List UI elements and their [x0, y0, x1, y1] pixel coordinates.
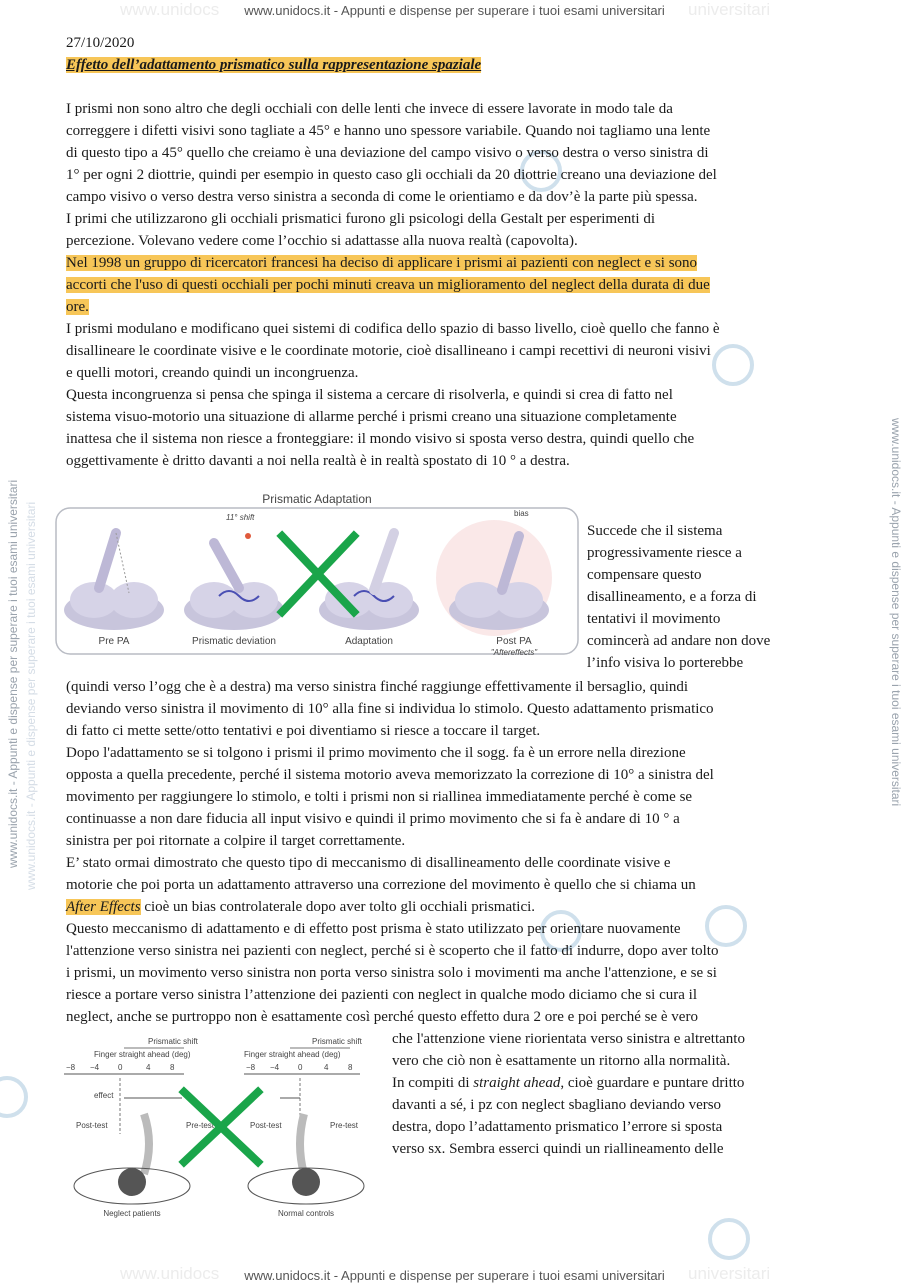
side-line: progressivamente riesce a: [587, 545, 742, 561]
paragraph-line: Dopo l'adattamento se si tolgono i prismi il primo movimento che il sogg. fa è un errore nella direzione: [66, 745, 686, 761]
panel-label: Prismatic deviation: [192, 636, 276, 647]
prismatic-shift-label: Prismatic shift: [148, 1037, 198, 1046]
after-effects-rest: cioè un bias controlaterale dopo aver tolto gli occhiali prismatici.: [140, 899, 536, 915]
paragraph-line: E’ stato ormai dimostrato che questo tipo di meccanismo di disallineamento delle coordinate visive e: [66, 855, 671, 871]
post-test-label: Post-test: [250, 1121, 282, 1130]
paragraph-line: disallineare le coordinate visive e le coordinate motorie, cioè disallineano i campi recettivi di neuroni visivi: [66, 343, 711, 359]
paragraph-line: riesce a portare verso sinistra l’attenzione dei pazienti con neglect in qualche modo diciamo che si cura il: [66, 987, 697, 1003]
neglect-panel: [64, 1037, 215, 1218]
highlighted-line: ore.: [66, 299, 89, 315]
after-effects-line: [66, 896, 535, 918]
controls-panel: [244, 1037, 364, 1218]
straight-ahead-post: , cioè guardare e puntare dritto: [560, 1075, 745, 1091]
paragraph-line: sistema visuo-motorio una situazione di allarme perché i prismi creano una situazione completamente: [66, 409, 677, 425]
paragraph-line: neglect, anche se purtroppo non è esattamente così perché questo effetto dura 2 ore e poi perché se è vero: [66, 1009, 698, 1025]
axis-tick: 8: [170, 1063, 175, 1072]
watermark-ghost-right-bottom: universitari: [688, 1264, 771, 1283]
watermark-ghost-left-bottom: www.unidocs: [120, 1264, 220, 1283]
paragraph-line: l'attenzione verso sinistra nei pazienti con neglect, perché si è scoperto che il fatto di indurre, dopo aver tolto: [66, 943, 719, 959]
straight-ahead-term: straight ahead: [473, 1075, 561, 1091]
paragraph-line: e quelli motori, creando quindi un incongruenza.: [66, 365, 359, 381]
side-line: che l'attenzione viene riorientata verso sinistra e altrettanto: [392, 1031, 745, 1047]
watermark-logo: [708, 1218, 750, 1260]
group-label: Normal controls: [277, 1209, 335, 1218]
paragraph-line: (quindi verso l’ogg che è a destra) ma verso sinistra finché raggiunge effettivamente il bersaglio, quindi: [66, 679, 689, 695]
axis-tick: −4: [90, 1063, 100, 1072]
paragraph-line: oggettivamente è dritto davanti a noi nella realtà è in realtà spostato di 10 ° a destra.: [66, 453, 570, 469]
paragraph-line: correggere i difetti visivi sono tagliate a 45° e hanno uno spessore variabile. Quando noi tagliamo una lente: [66, 123, 711, 139]
side-line: l’info visiva lo porterebbe: [587, 655, 744, 671]
watermark-header: www.unidocs.it - Appunti e dispense per superare i tuoi esami universitari: [244, 3, 665, 18]
axis-label: Finger straight ahead (deg): [94, 1050, 191, 1059]
side-line: comincerà ad andare non dove: [587, 633, 771, 649]
panel-label: Adaptation: [345, 636, 393, 647]
paragraph-line: Questo meccanismo di adattamento e di effetto post prisma è stato utilizzato per orientare nuovamente: [66, 921, 681, 937]
axis-tick: −4: [270, 1063, 280, 1072]
watermark-logo: [712, 344, 754, 386]
paragraph-line: deviando verso sinistra il movimento di 10° alla fine si individua lo stimolo. Questo adattamento prismatico: [66, 701, 714, 717]
pre-test-label: Pre-test: [330, 1121, 359, 1130]
figure-title: Prismatic Adaptation: [262, 492, 372, 506]
bias-label: bias: [514, 509, 529, 518]
head-icon: [118, 1168, 146, 1196]
side-line: verso sx. Sembra esserci quindi un riallineamento delle: [392, 1141, 724, 1157]
paragraph-line: inattesa che il sistema non riesce a fronteggiare: il mondo visivo si sposta verso destra, quindi quello che: [66, 431, 695, 447]
watermark-footer: www.unidocs.it - Appunti e dispense per superare i tuoi esami universitari: [244, 1268, 665, 1283]
paragraph-line: di questo tipo a 45° quello che creiamo è una deviazione del campo visivo o verso destra o verso sinistra di: [66, 145, 709, 161]
watermark-left-side: www.unidocs.it - Appunti e dispense per superare i tuoi esami universitari: [6, 479, 20, 868]
shift-label: 11° shift: [226, 513, 255, 522]
paragraph-line: I prismi modulano e modificano quei sistemi di codifica dello spazio di basso livello, cioè quello che fanno è: [66, 321, 720, 337]
watermark-ghost-left: www.unidocs: [120, 0, 220, 19]
doc-date: 27/10/2020: [66, 35, 135, 51]
highlighted-line: accorti che l'uso di questi occhiali per pochi minuti creava un miglioramento del neglect della durata di due: [66, 277, 710, 293]
paragraph-line: continuasse a non dare fiducia all input visivo e quindi il primo movimento che si fa è andare di 10 ° a: [66, 811, 680, 827]
paragraph-line: percezione. Volevano vedere come l’occhio si adattasse alla nuova realtà (capovolta).: [66, 233, 578, 249]
effect-label: effect: [94, 1091, 114, 1100]
straight-ahead-pre: In compiti di: [392, 1075, 474, 1091]
axis-tick: −8: [66, 1063, 76, 1072]
paragraph-line: Questa incongruenza si pensa che spinga il sistema a cercare di risolverla, e quindi si crea di fatto nel: [66, 387, 673, 403]
axis-tick: 4: [324, 1063, 329, 1072]
axis-tick: 4: [146, 1063, 151, 1072]
head-icon: [292, 1168, 320, 1196]
side-line: vero che ciò non è esattamente un ritorno alla normalità.: [392, 1053, 731, 1069]
side-line: tentativi il movimento: [587, 611, 721, 627]
paragraph-line: i prismi, un movimento verso sinistra non porta verso sinistra solo i movimenti ma anche l'attenzione, e se si: [66, 965, 717, 981]
panel-label: Post PA: [496, 636, 532, 647]
panel-label: Pre PA: [98, 636, 130, 647]
pre-test-label: Pre-test: [186, 1121, 215, 1130]
side-line: Succede che il sistema: [587, 523, 723, 539]
paragraph-line: campo visivo o verso destra verso sinistra a seconda di come le orientiamo e da dov’è la parte più spessa.: [66, 189, 698, 205]
prismatic-shift-label: Prismatic shift: [312, 1037, 362, 1046]
watermark-logo: [0, 1076, 28, 1118]
group-label: Neglect patients: [103, 1209, 161, 1218]
side-line: disallineamento, e a forza di: [587, 589, 757, 605]
paragraph-line: sinistra per poi ritornate a colpire il target correttamente.: [66, 833, 406, 849]
axis-tick: 0: [118, 1063, 123, 1072]
paragraph-line: 1° per ogni 2 diottrie, quindi per esempio in questo caso gli occhiali da 20 diottrie creano una deviazione del: [66, 167, 717, 183]
post-test-label: Post-test: [76, 1121, 108, 1130]
doc-title: Effetto dell’adattamento prismatico sulla rappresentazione spaziale: [66, 57, 482, 73]
side-line: davanti a sé, i pz con neglect sbagliano deviando verso: [392, 1097, 722, 1113]
paragraph-line: opposta a quella precedente, perché il sistema motorio aveva memorizzato la correzione di 10° a sinistra del: [66, 767, 714, 783]
highlighted-line: Nel 1998 un gruppo di ricercatori francesi ha deciso di applicare i prismi ai pazienti con neglect e si sono: [66, 255, 698, 271]
axis-tick: −8: [246, 1063, 256, 1072]
straight-ahead-line: [392, 1072, 744, 1094]
paragraph-line: movimento per raggiungere lo stimolo, e tolti i prismi non si riallinea immediatamente perché è come se: [66, 789, 693, 805]
panel-sublabel: "Aftereffects": [490, 648, 538, 657]
paragraph-line: I prismi non sono altro che degli occhiali con delle lenti che invece di essere lavorate in modo tale da: [66, 101, 673, 117]
paragraph-line: di fatto ci mette sette/otto tentativi e poi diventiamo si riesce a toccare il target.: [66, 723, 541, 739]
axis-tick: 0: [298, 1063, 303, 1072]
watermark-ghost-right: universitari: [688, 0, 771, 19]
watermark-left-side-faint: www.unidocs.it - Appunti e dispense per superare i tuoi esami universitari: [24, 501, 38, 890]
paragraph-line: motorie che poi porta un adattamento attraverso una correzione del movimento è quello che si chiama un: [66, 877, 696, 893]
watermark-right-side: www.unidocs.it - Appunti e dispense per superare i tuoi esami universitari: [889, 418, 903, 807]
side-line: compensare questo: [587, 567, 702, 583]
prismatic-adaptation-figure: [54, 488, 580, 678]
after-effects-term: After Effects: [66, 899, 141, 915]
paragraph-line: I primi che utilizzarono gli occhiali prismatici furono gli psicologi della Gestalt per esperimenti di: [66, 211, 655, 227]
axis-tick: 8: [348, 1063, 353, 1072]
side-line: destra, dopo l’adattamento prismatico l’errore si sposta: [392, 1119, 723, 1135]
axis-label: Finger straight ahead (deg): [244, 1050, 341, 1059]
straight-ahead-figure: [54, 1034, 368, 1220]
